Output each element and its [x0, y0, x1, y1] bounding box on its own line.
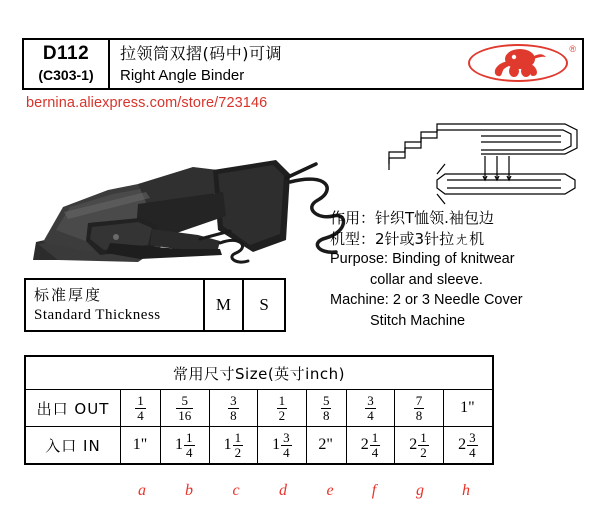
- size-table-title-row: [25, 356, 493, 390]
- row-label-in: 入口 IN: [25, 427, 121, 465]
- header-box: [22, 38, 584, 90]
- thickness-option-s[interactable]: S: [259, 295, 269, 314]
- brand-logo: [468, 44, 576, 84]
- purpose-line-cn-2: 机型：2针或3针拉ㄤ机: [330, 229, 485, 248]
- letter-c: c: [232, 482, 240, 499]
- letter-f: f: [371, 482, 377, 499]
- table-row: [25, 390, 493, 427]
- product-code-sub: (C303-1): [38, 67, 94, 83]
- out-cell-4: $\frac{1}{2}$: [258, 390, 307, 427]
- column-letter-labels: [24, 482, 494, 504]
- letter-g: g: [416, 482, 424, 499]
- in-cell-3: 1 $\frac{1}{2}$: [209, 427, 258, 465]
- in-cell-2: 1 $\frac{1}{4}$: [161, 427, 210, 465]
- letter-e: e: [326, 482, 334, 499]
- thickness-option-m[interactable]: M: [205, 280, 245, 330]
- binder-side-view-illustration: [80, 215, 300, 275]
- standard-thickness-table: [24, 278, 286, 332]
- out-cell-2: $\frac{5}{16}$: [161, 390, 210, 427]
- out-cell-8: 1": [443, 390, 493, 427]
- in-cell-8: 2 $\frac{3}{4}$: [443, 427, 493, 465]
- in-cell-1: 1": [121, 427, 161, 465]
- thickness-label-en: Standard Thickness: [34, 307, 161, 323]
- store-url-watermark: bernina.aliexpress.com/store/723146: [26, 95, 268, 111]
- in-cell-5: 2": [306, 427, 346, 465]
- out-cell-1: $\frac{1}{4}$: [121, 390, 161, 427]
- letter-b: b: [185, 482, 193, 499]
- in-cell-7: 2 $\frac{1}{2}$: [395, 427, 444, 465]
- purpose-line-en-1: Purpose: Binding of knitwear: [330, 251, 515, 267]
- out-cell-7: $\frac{7}{8}$: [395, 390, 444, 427]
- product-title-english: Right Angle Binder: [120, 67, 245, 84]
- in-cell-4: 1 $\frac{3}{4}$: [258, 427, 307, 465]
- machine-line-en-2: Stitch Machine: [370, 312, 466, 329]
- out-cell-3: $\frac{3}{8}$: [209, 390, 258, 427]
- machine-line-en-1: Machine: 2 or 3 Needle Cover: [330, 292, 523, 308]
- product-title-chinese: 拉领筒双摺(码中)可调: [120, 44, 282, 63]
- elephant-logo-icon: [468, 44, 568, 82]
- out-cell-6: $\frac{3}{4}$: [346, 390, 395, 427]
- product-code-main: D112: [42, 43, 90, 64]
- out-cell-5: $\frac{5}{8}$: [306, 390, 346, 427]
- row-label-out: 出口 OUT: [25, 390, 121, 427]
- in-cell-6: 2 $\frac{1}{4}$: [346, 427, 395, 465]
- letter-a: a: [138, 482, 146, 499]
- size-table: [24, 355, 494, 465]
- product-code-box: [24, 40, 110, 88]
- fold-schematic-diagram: [385, 118, 585, 210]
- purpose-line-en-2: collar and sleeve.: [370, 271, 483, 288]
- purpose-text-block: [330, 208, 592, 331]
- purpose-line-cn-1: 作用：针织T恤领.袖包边: [330, 209, 494, 227]
- thickness-label-cn: 标准厚度: [34, 286, 103, 304]
- letter-d: d: [279, 482, 287, 499]
- size-table-title: 常用尺寸Size(英寸inch): [25, 356, 493, 390]
- letter-h: h: [462, 482, 470, 499]
- registered-mark: ®: [569, 44, 576, 54]
- thickness-label-cell: [26, 280, 205, 330]
- table-row: [25, 427, 493, 465]
